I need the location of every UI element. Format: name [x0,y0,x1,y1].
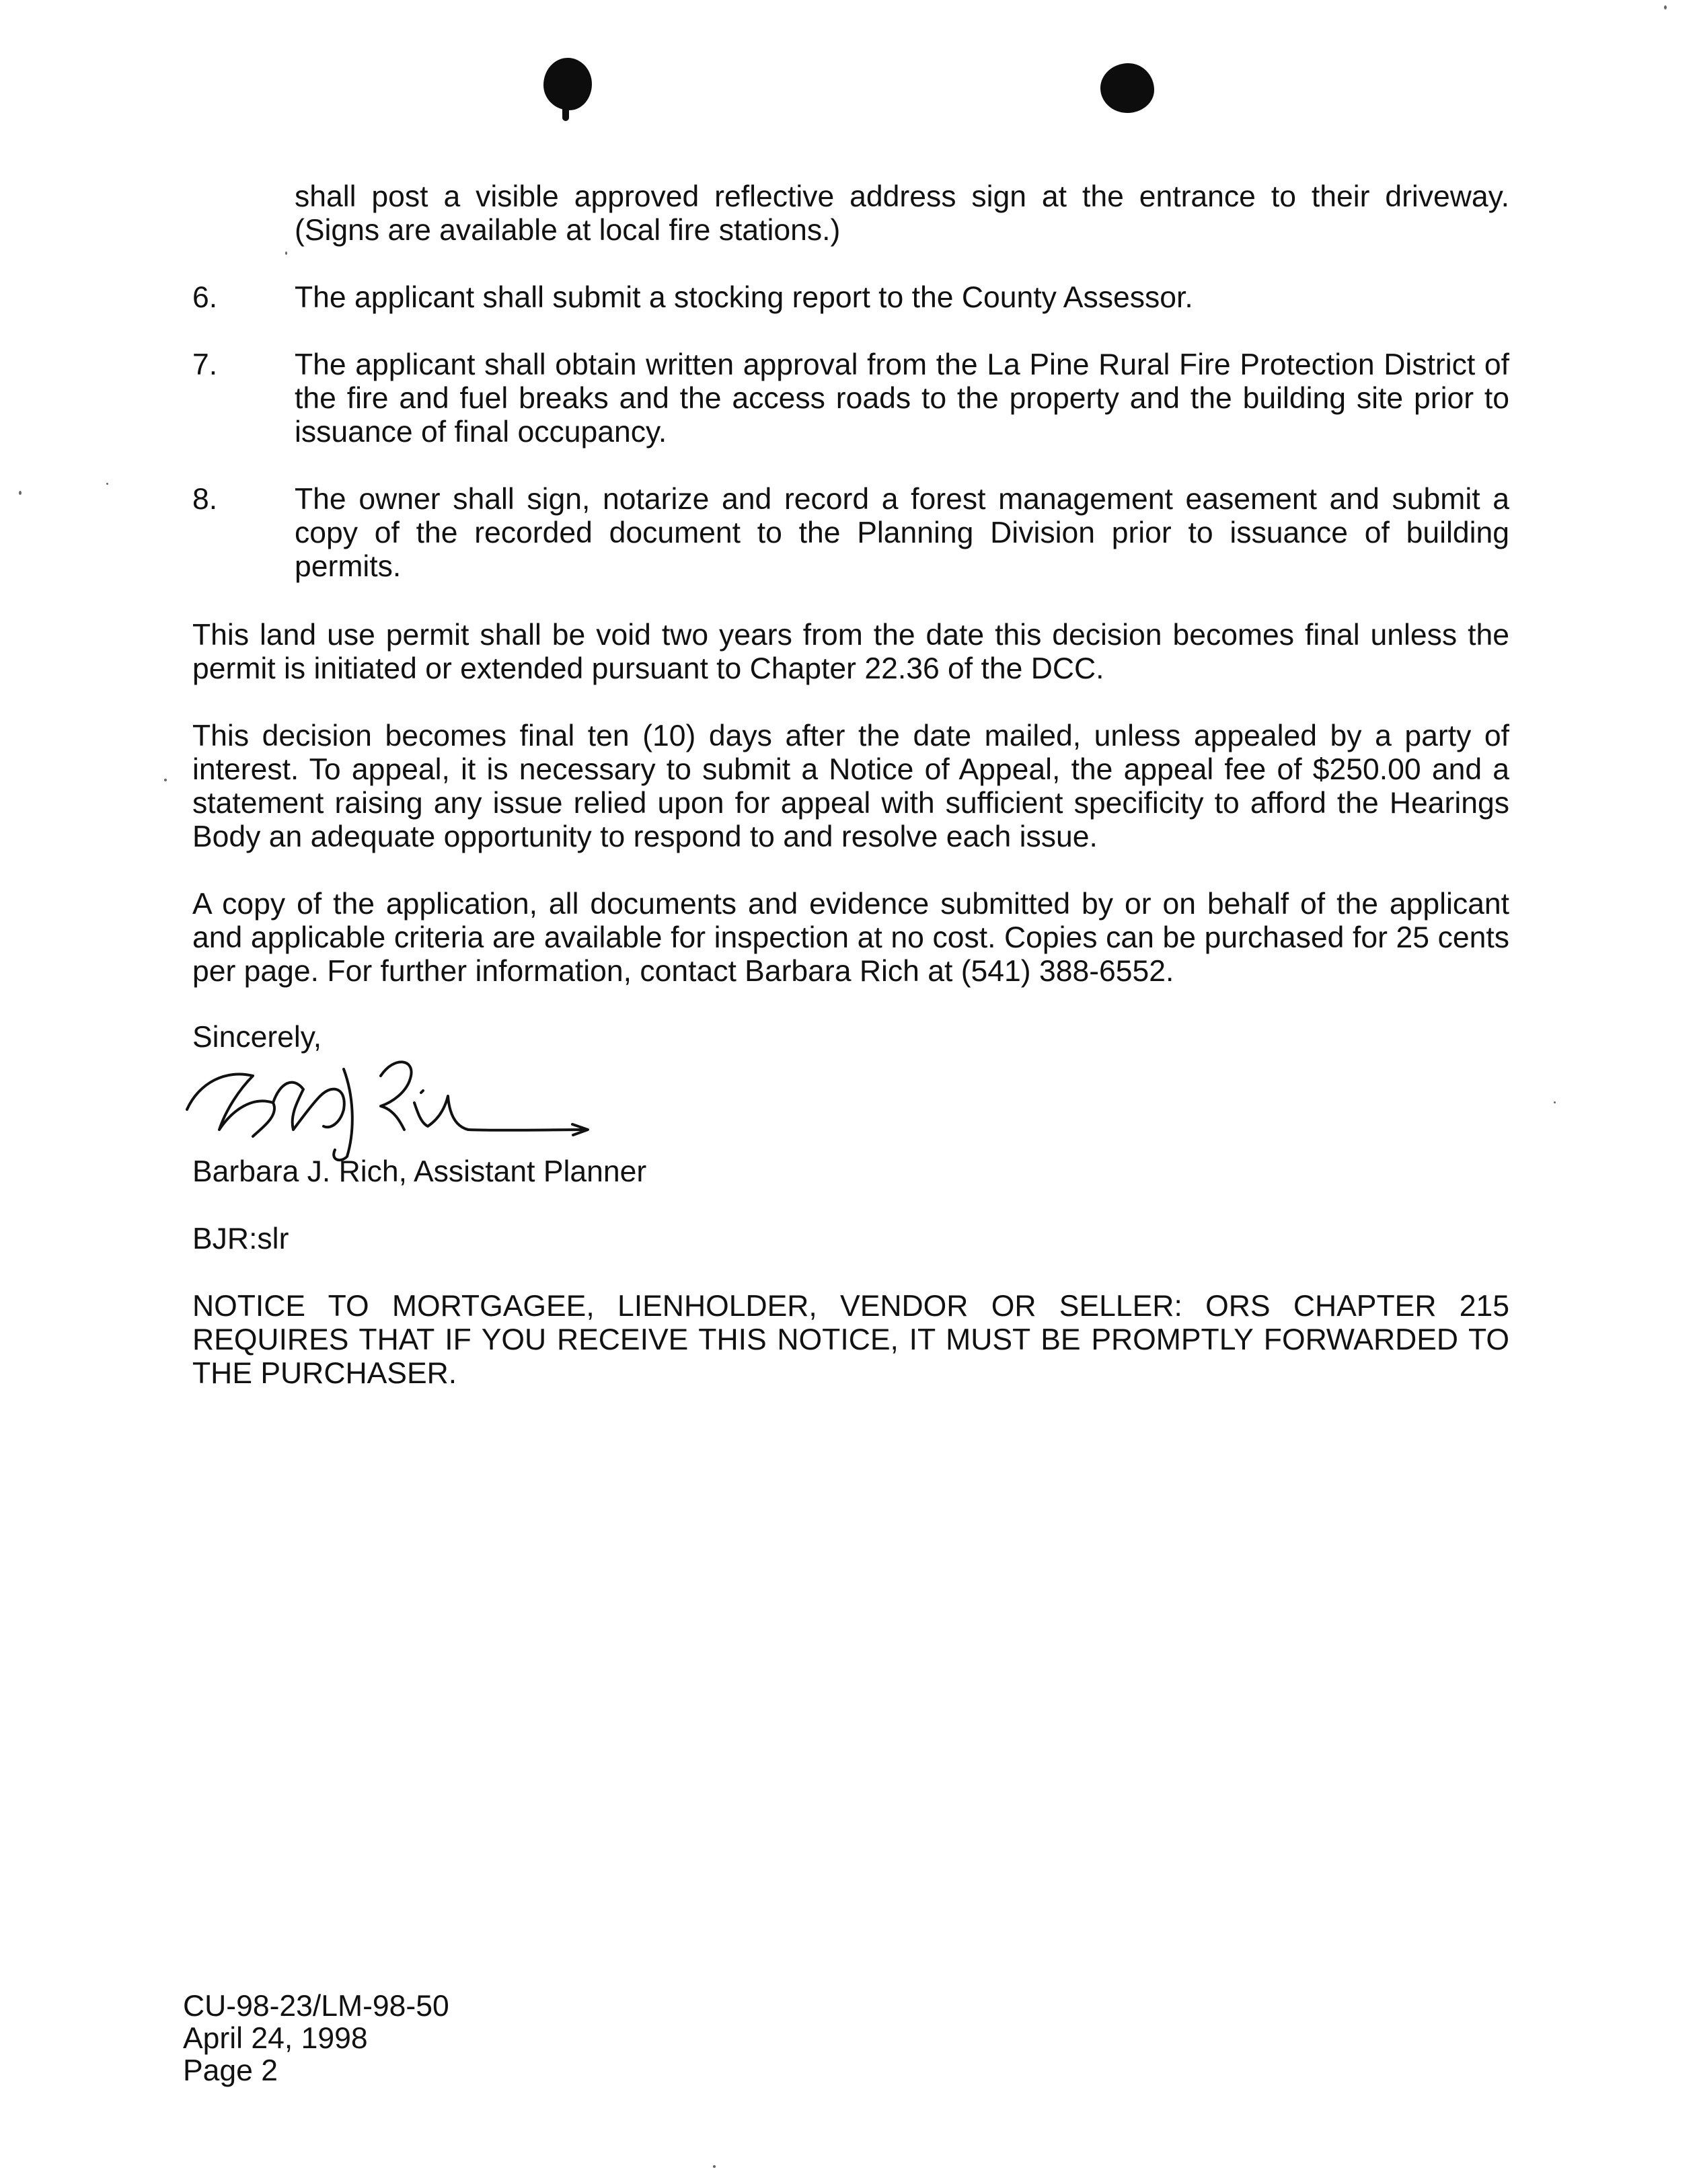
scan-speck [1664,5,1667,9]
permit-void-paragraph: This land use permit shall be void two years from the date this decision becomes final unless the permit is initiated or extended pursuant to Chapter 22.36 of the DCC. [192,619,1509,685]
inspection-paragraph: A copy of the application, all documents and evidence submitted by or on behalf of the applicant and applicable criteria are available for inspection at no cost. Copies can be purchased for 25 cents per page. For further information, contact Barbara Rich at (541) 388-6552. [192,888,1509,988]
condition-text: The applicant shall obtain written approval from the La Pine Rural Fire Protection District of the fire and fuel breaks and the access roads to the property and the building site prior to issuance of final occupancy. [295,348,1509,448]
condition-number: 8. [192,483,218,516]
mortgagee-notice: NOTICE TO MORTGAGEE, LIENHOLDER, VENDOR OR SELLER: ORS CHAPTER 215 REQUIRES THAT IF YOU RECEIVE THIS NOTICE, IT MUST BE PROMPTLY FORWARDED TO THE PURCHASER. [192,1290,1509,1390]
condition-5-continuation: shall post a visible approved reflective address sign at the entrance to their driveway. (Signs are available at local fire stations.) [295,180,1509,247]
scan-speck [1554,1101,1556,1103]
punch-hole-right [1100,63,1154,113]
scan-speck [106,483,108,485]
page-number: Page 2 [183,2054,278,2087]
document-footer [183,1990,449,2087]
signature-lettering [0,0,1,1]
scan-speck [164,779,167,781]
scan-speck [285,251,287,255]
file-number: CU-98-23/LM-98-50 [183,1990,449,2023]
appeal-paragraph: This decision becomes final ten (10) days after the date mailed, unless appealed by a party of interest. To appeal, it is necessary to submit a Notice of Appeal, the appeal fee of $250.00 and a statement raising any issue relied upon for appeal with sufficient specificity to afford the Hearings Body an adequate opportunity to respond to and resolve each issue. [192,719,1509,853]
punch-hole-left [543,58,592,110]
typist-initials: BJR:slr [192,1222,289,1255]
condition-text: The applicant shall submit a stocking report to the County Assessor. [295,281,1193,314]
punch-hole-left-mark [562,106,569,121]
scan-speck [19,491,22,495]
salutation: Sincerely, [192,1021,322,1054]
scan-speck [713,2165,716,2168]
document-date: April 24, 1998 [183,2022,368,2055]
condition-number: 6. [192,281,218,314]
signer-name-title: Barbara J. Rich, Assistant Planner [192,1155,647,1188]
condition-text: The owner shall sign, notarize and record a forest management easement and submit a copy of the recorded document to the Planning Division prior to issuance of building permits. [295,483,1509,583]
condition-number: 7. [192,348,218,381]
handwritten-signature [179,1029,596,1163]
